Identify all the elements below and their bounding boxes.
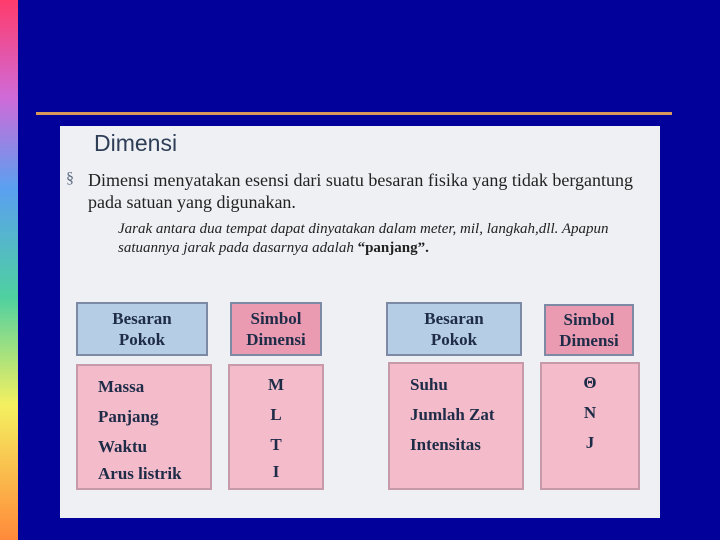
gradient-side-bar: [0, 0, 18, 540]
left-quantity-header: [76, 302, 208, 356]
definition-text: Dimensi menyatakan esensi dari suatu besaran fisika yang tidak bergantung pada satuan yang digunakan.: [88, 170, 634, 212]
list-item: Arus listrik: [98, 464, 182, 483]
right-symbol-header: [544, 304, 634, 356]
header-line: Dimensi: [246, 330, 306, 349]
bullet-icon: §: [66, 170, 74, 187]
list-item: Panjang: [98, 407, 159, 426]
header-line: Pokok: [430, 330, 478, 349]
example-main: Jarak antara dua tempat dapat dinyatakan dalam meter, mil, langkah,dll. Apapun satuannya jarak pada dasarnya adalah: [118, 221, 609, 256]
list-item: Massa: [98, 377, 145, 396]
header-line: Pokok: [118, 330, 166, 349]
header-line: Dimensi: [559, 331, 619, 350]
list-item: J: [585, 433, 595, 452]
left-quantity-list: [76, 364, 212, 490]
title-divider: [36, 112, 672, 115]
right-quantity-header: [386, 302, 522, 356]
list-item: Waktu: [98, 437, 148, 456]
header-line: Simbol: [250, 309, 302, 328]
right-symbol-list: [540, 362, 640, 490]
list-item: Jumlah Zat: [410, 405, 495, 424]
example-conclusion: “panjang”.: [357, 240, 429, 256]
left-symbol-list: [228, 364, 324, 490]
list-item: L: [270, 405, 282, 424]
list-item: Intensitas: [410, 435, 481, 454]
header-line: Simbol: [563, 310, 615, 329]
example-text: [118, 220, 618, 258]
list-item: Suhu: [410, 375, 448, 394]
header-line: Besaran: [424, 309, 484, 328]
left-symbol-header: [230, 302, 322, 356]
header-line: Besaran: [112, 309, 172, 328]
list-item: T: [270, 435, 282, 454]
scanned-page: [60, 126, 660, 518]
list-item: M: [267, 375, 285, 394]
list-item: I: [272, 462, 280, 481]
right-quantity-list: [388, 362, 524, 490]
list-item: N: [583, 403, 597, 422]
list-item: Θ: [583, 373, 597, 392]
page-title: Dimensi: [94, 130, 178, 156]
